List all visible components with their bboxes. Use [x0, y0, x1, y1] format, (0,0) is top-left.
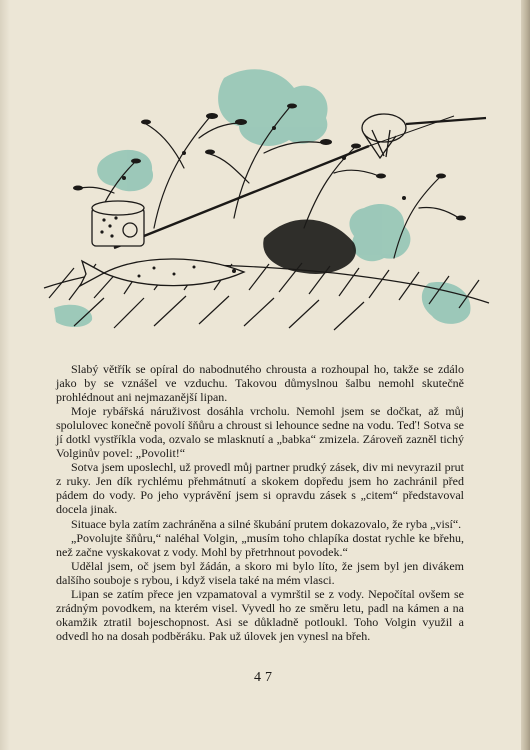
fishing-illustration	[34, 58, 494, 348]
paragraph: Sotva jsem uposlechl, už provedl můj partner prudký zásek, div mi nevyrazil prut z ruky. Jen dík rychlému přehmátnutí a skokem dopředu jsem ho zachránil před pádem do vody. Po jeho vyprávění jsem si opravdu zásek s „citem“ představoval docela jinak.	[56, 460, 464, 517]
paragraph: Slabý větřík se opíral do nabodnutého chrousta a rozhoupal ho, takže se zdálo jako by se vznášel ve vzduchu. Takovou důmyslnou šalbu nemohl skutečně prohlédnout ani nejmazanější lipan.	[56, 362, 464, 405]
page-gutter-shadow	[0, 0, 10, 750]
page-number: 47	[254, 670, 276, 685]
paragraph: „Povolujte šňůru,“ naléhal Volgin, „musím toho chlapíka dostat rychle ke břehu, než začne vyskakovat z vody. Mohl by přetrhnout povodek.“	[56, 530, 464, 559]
page-edge	[521, 0, 530, 750]
dark-shadow-mass	[263, 219, 356, 273]
paragraph: Moje rybářská náruživost dosáhla vrcholu. Nemohl jsem se dočkat, až můj spolulovec konečně povolí šňůru a chroust si lehounce sedne na vodu. Teď! Sotva se jí dotkl vystříkla voda, ozvalo se mlasknutí a „babka“ zmizela. Zároveň zazněl tichý Volginův povel: „Povolit!“	[56, 404, 464, 461]
paragraph: Situace byla zatím zachráněna a silné škubání prutem dokazovalo, že ryba „visí“.	[71, 516, 462, 531]
body-text	[56, 362, 464, 643]
paragraph: Lipan se zatím přece jen vzpamatoval a vymrštil se z vody. Nepočítal ovšem se zrádným povodkem, na kterém visel. Vyvedl ho ze směru letu, padl na kámen a na okamžik ztratil bojeschopnost. Asi se důkladně potloukl. Toho Volgin využil a odvedl ho na dosah podběráku. Pak už úlovek jen vynesl na břeh.	[56, 586, 464, 643]
tin-box	[92, 201, 144, 246]
landing-net	[362, 114, 486, 158]
paragraph: Udělal jsem, oč jsem byl žádán, a skoro mi bylo líto, že jsem byl jen divákem dalšího souboje s rybou, i když visela také na mém vlasci.	[56, 558, 464, 587]
